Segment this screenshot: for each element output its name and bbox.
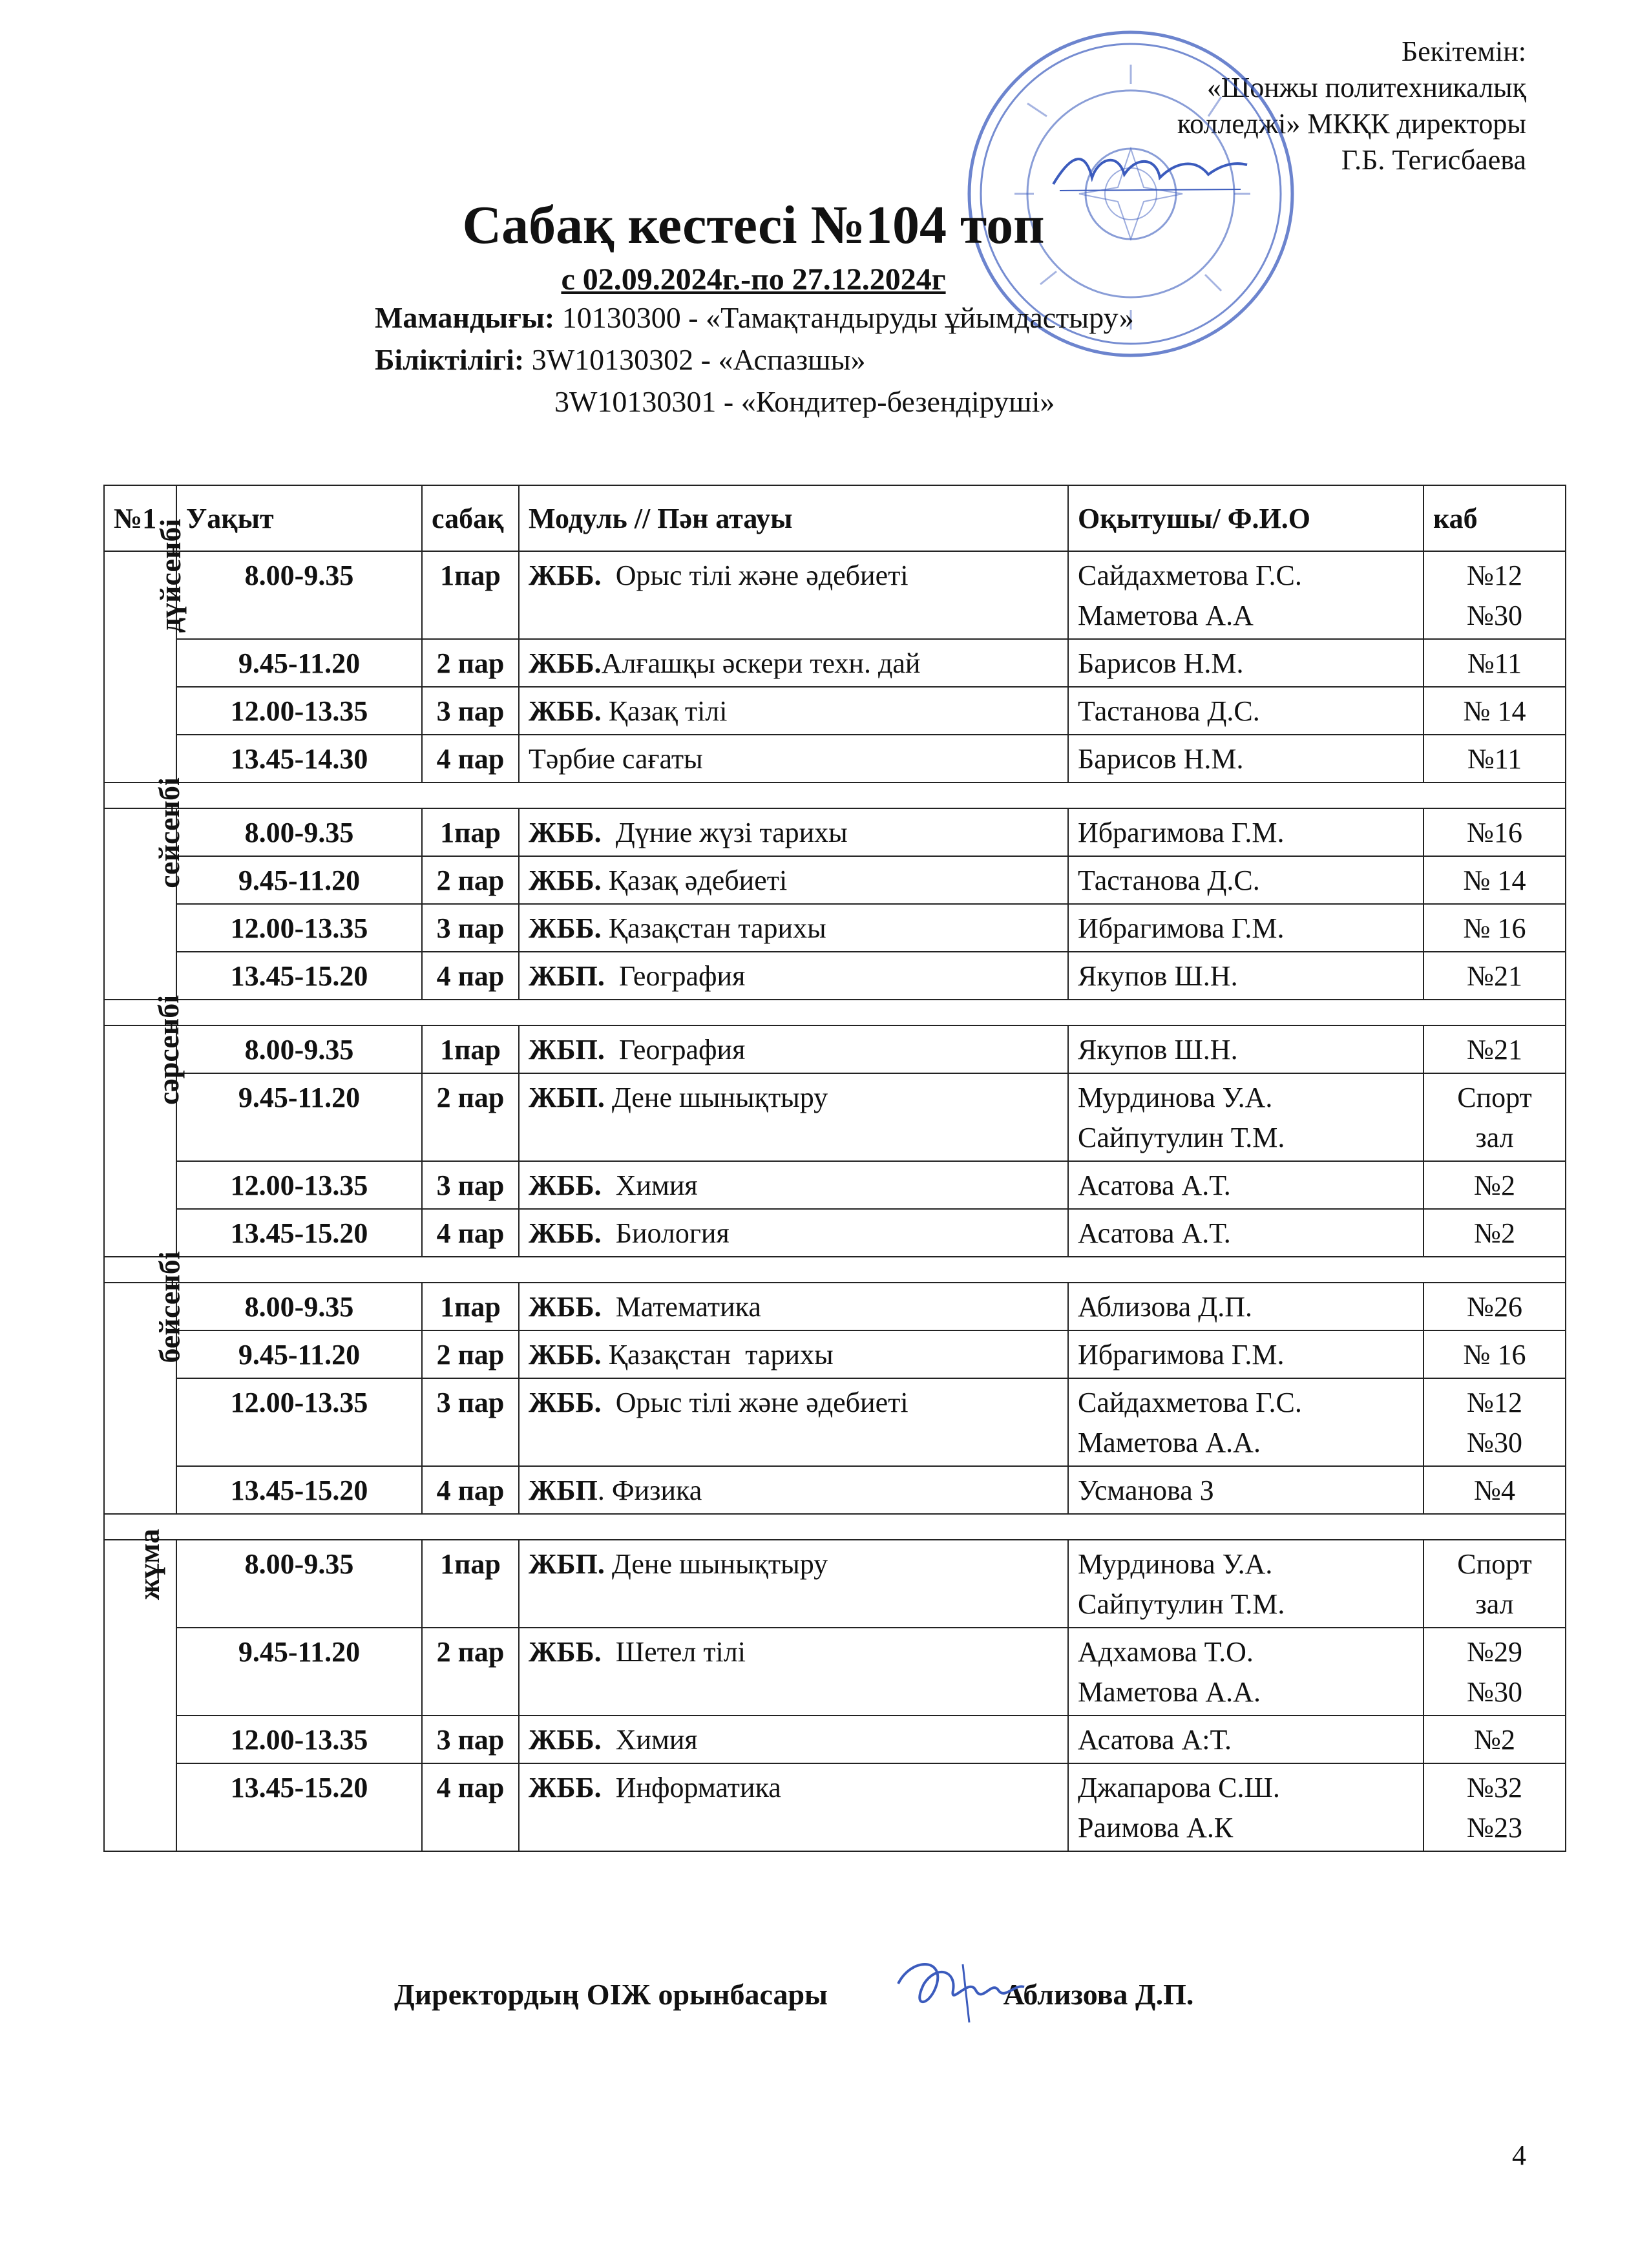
- lesson-time: 9.45-11.20: [238, 647, 361, 679]
- lesson-time: 13.45-15.20: [230, 1217, 368, 1249]
- time-cell: [176, 1161, 422, 1209]
- room-cell: [1423, 856, 1566, 904]
- day-name: бейсенбі: [152, 1251, 186, 1363]
- subject-name: Биология: [601, 1217, 730, 1249]
- lesson-time: 13.45-15.20: [230, 1475, 368, 1506]
- lesson-cell: [422, 1763, 519, 1851]
- subject-cell: [519, 1763, 1068, 1851]
- lesson-number: 2 пар: [436, 647, 505, 679]
- time-cell: [176, 952, 422, 1000]
- teacher-cell: [1068, 1540, 1423, 1628]
- separator-cell: [104, 782, 1566, 808]
- lesson-time: 9.45-11.20: [238, 1636, 361, 1668]
- room-number-2: №30: [1467, 1427, 1522, 1458]
- table-row: [104, 687, 1566, 735]
- teacher-name: Усманова З: [1078, 1475, 1214, 1506]
- teacher-name: Джапарова С.Ш.: [1078, 1772, 1280, 1803]
- day-cell: [104, 1251, 186, 1514]
- subject-prefix: ЖББ.: [529, 1291, 602, 1323]
- day-name: сәрсенбі: [152, 994, 185, 1106]
- lesson-number: 2 пар: [436, 1082, 505, 1113]
- qualification-value-2: 3W10130301 - «Кондитер-безендіруші»: [554, 385, 1055, 418]
- lesson-cell: [422, 1025, 519, 1073]
- subject-prefix: ЖБП: [529, 1475, 598, 1506]
- subject-prefix: ЖББ.: [529, 1170, 602, 1201]
- subject-name: Химия: [601, 1170, 698, 1201]
- table-row: [104, 1763, 1566, 1851]
- day-separator: [104, 1514, 1566, 1540]
- lesson-number: 3 пар: [436, 695, 505, 727]
- room-number: №16: [1467, 817, 1522, 848]
- specialty-value: 10130300 - «Тамақтандыруды ұйымдастыру»: [562, 301, 1134, 334]
- time-cell: [176, 735, 422, 782]
- subject-prefix: ЖББ.: [529, 695, 602, 727]
- table-row: [104, 735, 1566, 782]
- table-row: [104, 1540, 1566, 1628]
- teacher-name: Тастанова Д.С.: [1078, 865, 1260, 896]
- subject-cell: [519, 952, 1068, 1000]
- room-number: Спорт: [1457, 1548, 1532, 1580]
- approval-line-3: колледжі» МКҚК директоры: [1177, 108, 1526, 140]
- teacher-cell: [1068, 1283, 1423, 1330]
- room-cell: [1423, 1540, 1566, 1628]
- subject-cell: [519, 1330, 1068, 1378]
- room-number: №2: [1474, 1170, 1515, 1201]
- room-cell: [1423, 1073, 1566, 1161]
- teacher-name: Аблизова Д.П.: [1078, 1291, 1252, 1323]
- lesson-cell: [422, 1628, 519, 1716]
- subject-cell: [519, 1466, 1068, 1514]
- table-row: [104, 1209, 1566, 1257]
- time-cell: [176, 687, 422, 735]
- qualification-label: Біліктілігі:: [375, 343, 525, 376]
- approval-line-4: Г.Б. Тегисбаева: [1341, 144, 1526, 176]
- teacher-name-2: Сайпутулин Т.М.: [1078, 1122, 1285, 1153]
- teacher-name: Ибрагимова Г.М.: [1078, 912, 1285, 944]
- header-no: №1: [104, 485, 176, 551]
- subject-prefix: ЖББ.: [529, 1724, 602, 1756]
- table-row: [104, 952, 1566, 1000]
- room-cell: [1423, 1716, 1566, 1763]
- day-cell: [104, 1528, 176, 1851]
- lesson-number: 3 пар: [436, 912, 505, 944]
- subject-prefix: ЖББ.: [529, 817, 602, 848]
- lesson-number: 4 пар: [436, 1772, 505, 1803]
- deputy-signature: [885, 1945, 1040, 2029]
- day-name: дүйсенбі: [154, 518, 187, 633]
- room-cell: [1423, 808, 1566, 856]
- room-cell: [1423, 551, 1566, 639]
- lesson-cell: [422, 856, 519, 904]
- lesson-cell: [422, 1378, 519, 1466]
- table-row: [104, 1378, 1566, 1466]
- teacher-name: Барисов Н.М.: [1078, 743, 1244, 775]
- subject-name: Дене шынықтыру: [604, 1548, 828, 1580]
- subject-prefix: ЖББ.: [529, 1339, 602, 1370]
- subject-name: Химия: [601, 1724, 698, 1756]
- table-row: [104, 856, 1566, 904]
- lesson-number: 1пар: [440, 560, 501, 591]
- time-cell: [176, 1073, 422, 1161]
- teacher-name: Асатова А.Т.: [1078, 1217, 1231, 1249]
- table-row: [104, 1283, 1566, 1330]
- room-number-2: №30: [1467, 1676, 1522, 1708]
- director-signature: [1047, 139, 1254, 197]
- lesson-number: 3 пар: [436, 1387, 505, 1418]
- room-number: № 14: [1463, 695, 1526, 727]
- lesson-cell: [422, 1540, 519, 1628]
- table-row: [104, 1161, 1566, 1209]
- page-title: Сабақ кестесі №104 топ: [462, 195, 1045, 255]
- room-cell: [1423, 1283, 1566, 1330]
- subject-cell: [519, 551, 1068, 639]
- subject-cell: [519, 904, 1068, 952]
- lesson-cell: [422, 735, 519, 782]
- subject-cell: [519, 735, 1068, 782]
- teacher-name-2: Маметова А.А: [1078, 600, 1254, 631]
- room-cell: [1423, 1161, 1566, 1209]
- room-cell: [1423, 1330, 1566, 1378]
- header-module: Модуль // Пән атауы: [519, 485, 1068, 551]
- teacher-name-2: Раимова А.К: [1078, 1812, 1234, 1843]
- subject-name: Қазақстан тарихы: [601, 912, 826, 944]
- subject-cell: [519, 639, 1068, 687]
- room-number-2: зал: [1475, 1588, 1514, 1620]
- room-cell: [1423, 735, 1566, 782]
- subject-name: Орыс тілі және әдебиеті: [601, 560, 909, 591]
- subject-prefix: ЖББ.: [529, 1387, 602, 1418]
- day-cell: [104, 777, 185, 1000]
- lesson-number: 4 пар: [436, 960, 505, 992]
- subject-cell: [519, 1378, 1068, 1466]
- subject-prefix: ЖББ.: [529, 647, 602, 679]
- footer-name: Аблизова Д.П.: [1003, 1978, 1194, 2011]
- subject-name: География: [604, 1034, 746, 1066]
- separator-cell: [104, 1000, 1566, 1025]
- subject-cell: [519, 1025, 1068, 1073]
- subject-name: Дене шынықтыру: [604, 1082, 828, 1113]
- teacher-name: Якупов Ш.Н.: [1078, 960, 1238, 992]
- room-number: №2: [1474, 1724, 1515, 1756]
- header-lesson: сабақ: [422, 485, 519, 551]
- lesson-cell: [422, 904, 519, 952]
- lesson-cell: [422, 1716, 519, 1763]
- day-name: жұма: [132, 1528, 166, 1601]
- room-cell: [1423, 1466, 1566, 1514]
- room-number: №21: [1467, 1034, 1522, 1066]
- day-separator: [104, 782, 1566, 808]
- lesson-number: 3 пар: [436, 1724, 505, 1756]
- teacher-cell: [1068, 1716, 1423, 1763]
- time-cell: [176, 1763, 422, 1851]
- lesson-number: 1пар: [440, 817, 501, 848]
- lesson-number: 2 пар: [436, 1636, 505, 1668]
- lesson-number: 2 пар: [436, 1339, 505, 1370]
- teacher-name: Асатова А.Т.: [1078, 1170, 1231, 1201]
- subject-name: Тәрбие сағаты: [529, 743, 703, 775]
- room-number: №29: [1467, 1636, 1522, 1668]
- subject-name: Алғашқы әскери техн. дай: [601, 647, 921, 679]
- subject-prefix: ЖББ.: [529, 560, 602, 591]
- subject-cell: [519, 856, 1068, 904]
- separator-cell: [104, 1257, 1566, 1283]
- lesson-time: 13.45-15.20: [230, 960, 368, 992]
- lesson-cell: [422, 551, 519, 639]
- teacher-name: Мурдинова У.А.: [1078, 1082, 1273, 1113]
- lesson-cell: [422, 1073, 519, 1161]
- lesson-number: 1пар: [440, 1548, 501, 1580]
- teacher-cell: [1068, 1073, 1423, 1161]
- subject-name: Информатика: [601, 1772, 781, 1803]
- separator-cell: [104, 1514, 1566, 1540]
- subject-name: Шетел тілі: [601, 1636, 746, 1668]
- teacher-name: Якупов Ш.Н.: [1078, 1034, 1238, 1066]
- room-number: № 14: [1463, 865, 1526, 896]
- subject-name: Қазақ тілі: [601, 695, 728, 727]
- subject-prefix: ЖБП.: [529, 1082, 605, 1113]
- lesson-time: 12.00-13.35: [230, 1724, 368, 1756]
- subject-prefix: ЖББ.: [529, 865, 602, 896]
- room-cell: [1423, 1025, 1566, 1073]
- lesson-time: 9.45-11.20: [238, 1339, 361, 1370]
- room-number: №12: [1467, 1387, 1522, 1418]
- room-cell: [1423, 952, 1566, 1000]
- room-number: №11: [1467, 647, 1522, 679]
- specialty-label: Мамандығы:: [375, 301, 555, 334]
- room-number-2: зал: [1475, 1122, 1514, 1153]
- lesson-number: 2 пар: [436, 865, 505, 896]
- room-number: №4: [1474, 1475, 1515, 1506]
- lesson-cell: [422, 1161, 519, 1209]
- table-row: [104, 1025, 1566, 1073]
- lesson-number: 4 пар: [436, 1475, 505, 1506]
- subject-cell: [519, 808, 1068, 856]
- day-name: сейсенбі: [152, 777, 185, 888]
- subject-prefix: ЖБП.: [529, 1548, 605, 1580]
- lesson-time: 8.00-9.35: [244, 817, 354, 848]
- day-separator: [104, 1257, 1566, 1283]
- table-row: [104, 1330, 1566, 1378]
- time-cell: [176, 1466, 422, 1514]
- teacher-name: Сайдахметова Г.С.: [1078, 560, 1302, 591]
- subject-prefix: ЖБП.: [529, 960, 605, 992]
- room-cell: [1423, 687, 1566, 735]
- subject-cell: [519, 1540, 1068, 1628]
- subject-name: Орыс тілі және әдебиеті: [601, 1387, 909, 1418]
- subject-name: География: [604, 960, 746, 992]
- footer-signoff: [394, 1977, 1193, 2011]
- room-number: № 16: [1463, 912, 1526, 944]
- lesson-time: 13.45-14.30: [230, 743, 368, 775]
- lesson-time: 12.00-13.35: [230, 912, 368, 944]
- qualification-value-1: 3W10130302 - «Аспазшы»: [531, 343, 866, 376]
- room-number: Спорт: [1457, 1082, 1532, 1113]
- table-row: [104, 551, 1566, 639]
- header-time: Уақыт: [176, 485, 422, 551]
- subject-cell: [519, 1283, 1068, 1330]
- teacher-name: Ибрагимова Г.М.: [1078, 817, 1285, 848]
- table-row: [104, 639, 1566, 687]
- room-number-2: №30: [1467, 600, 1522, 631]
- subject-cell: [519, 1073, 1068, 1161]
- subject-cell: [519, 1161, 1068, 1209]
- lesson-cell: [422, 639, 519, 687]
- room-number: №11: [1467, 743, 1522, 775]
- lesson-time: 12.00-13.35: [230, 695, 368, 727]
- teacher-name: Тастанова Д.С.: [1078, 695, 1260, 727]
- lesson-number: 3 пар: [436, 1170, 505, 1201]
- header-teacher: Оқытушы/ Ф.И.О: [1068, 485, 1423, 551]
- teacher-cell: [1068, 904, 1423, 952]
- subject-cell: [519, 1628, 1068, 1716]
- footer-role: Директордың ОІЖ орынбасары: [394, 1978, 828, 2011]
- time-cell: [176, 1628, 422, 1716]
- lesson-time: 8.00-9.35: [244, 1291, 354, 1323]
- subject-cell: [519, 1716, 1068, 1763]
- room-number: №12: [1467, 560, 1522, 591]
- lesson-cell: [422, 687, 519, 735]
- teacher-cell: [1068, 808, 1423, 856]
- subject-prefix: ЖБП.: [529, 1034, 605, 1066]
- time-cell: [176, 1540, 422, 1628]
- teacher-cell: [1068, 1378, 1423, 1466]
- lesson-time: 8.00-9.35: [244, 1034, 354, 1066]
- teacher-name-2: Маметова А.А.: [1078, 1676, 1261, 1708]
- qualification-line-2: [554, 384, 1055, 419]
- teacher-cell: [1068, 1466, 1423, 1514]
- subject-prefix: ЖББ.: [529, 1772, 602, 1803]
- room-number: № 16: [1463, 1339, 1526, 1370]
- table-row: [104, 1466, 1566, 1514]
- teacher-name-2: Маметова А.А.: [1078, 1427, 1261, 1458]
- lesson-cell: [422, 1283, 519, 1330]
- subject-name: Дүние жүзі тарихы: [601, 817, 848, 848]
- room-cell: [1423, 1378, 1566, 1466]
- time-cell: [176, 856, 422, 904]
- teacher-cell: [1068, 551, 1423, 639]
- lesson-cell: [422, 1209, 519, 1257]
- day-separator: [104, 1000, 1566, 1025]
- approval-line-2: «Шонжы политехникалық: [1206, 72, 1526, 103]
- table-row: [104, 1073, 1566, 1161]
- teacher-name: Сайдахметова Г.С.: [1078, 1387, 1302, 1418]
- specialty-line: [375, 300, 1134, 335]
- room-cell: [1423, 639, 1566, 687]
- room-number: №2: [1474, 1217, 1515, 1249]
- subject-cell: [519, 687, 1068, 735]
- lesson-cell: [422, 1466, 519, 1514]
- time-cell: [176, 639, 422, 687]
- lesson-time: 12.00-13.35: [230, 1387, 368, 1418]
- lesson-number: 1пар: [440, 1291, 501, 1323]
- room-number: №21: [1467, 960, 1522, 992]
- teacher-cell: [1068, 687, 1423, 735]
- time-cell: [176, 1716, 422, 1763]
- subject-prefix: ЖББ.: [529, 1217, 602, 1249]
- day-cell: [104, 994, 185, 1257]
- subject-name: Қазақстан тарихы: [601, 1339, 834, 1370]
- table-header-row: [104, 485, 1566, 551]
- lesson-time: 8.00-9.35: [244, 560, 354, 591]
- teacher-cell: [1068, 1025, 1423, 1073]
- schedule-dates: с 02.09.2024г.-по 27.12.2024г: [561, 262, 946, 297]
- lesson-time: 8.00-9.35: [244, 1548, 354, 1580]
- subject-name: . Физика: [597, 1475, 702, 1506]
- room-cell: [1423, 1628, 1566, 1716]
- teacher-name: Мурдинова У.А.: [1078, 1548, 1273, 1580]
- lesson-time: 9.45-11.20: [238, 1082, 361, 1113]
- header-room: каб: [1423, 485, 1566, 551]
- lesson-number: 1пар: [440, 1034, 501, 1066]
- lesson-time: 9.45-11.20: [238, 865, 361, 896]
- room-cell: [1423, 1763, 1566, 1851]
- teacher-name: Барисов Н.М.: [1078, 647, 1244, 679]
- teacher-cell: [1068, 952, 1423, 1000]
- lesson-number: 4 пар: [436, 743, 505, 775]
- time-cell: [176, 904, 422, 952]
- subject-cell: [519, 1209, 1068, 1257]
- teacher-cell: [1068, 1628, 1423, 1716]
- lesson-cell: [422, 808, 519, 856]
- teacher-cell: [1068, 1330, 1423, 1378]
- time-cell: [176, 1330, 422, 1378]
- lesson-time: 13.45-15.20: [230, 1772, 368, 1803]
- subject-name: Математика: [601, 1291, 761, 1323]
- teacher-name-2: Сайпутулин Т.М.: [1078, 1588, 1285, 1620]
- teacher-cell: [1068, 639, 1423, 687]
- teacher-name: Ибрагимова Г.М.: [1078, 1339, 1285, 1370]
- time-cell: [176, 1283, 422, 1330]
- room-cell: [1423, 904, 1566, 952]
- room-number-2: №23: [1467, 1812, 1522, 1843]
- subject-name: Қазақ әдебиеті: [601, 865, 788, 896]
- teacher-name: Асатова А:Т.: [1078, 1724, 1232, 1756]
- room-number: №26: [1467, 1291, 1522, 1323]
- table-row: [104, 808, 1566, 856]
- page-number: 4: [1512, 2139, 1526, 2171]
- subject-prefix: ЖББ.: [529, 1636, 602, 1668]
- teacher-name: Адхамова Т.О.: [1078, 1636, 1254, 1668]
- time-cell: [176, 1025, 422, 1073]
- teacher-cell: [1068, 1161, 1423, 1209]
- subject-prefix: ЖББ.: [529, 912, 602, 944]
- time-cell: [176, 1209, 422, 1257]
- teacher-cell: [1068, 735, 1423, 782]
- table-row: [104, 1628, 1566, 1716]
- table-row: [104, 1716, 1566, 1763]
- room-cell: [1423, 1209, 1566, 1257]
- qualification-line: [375, 342, 866, 377]
- schedule-table: [103, 485, 1566, 1852]
- lesson-cell: [422, 952, 519, 1000]
- teacher-cell: [1068, 1209, 1423, 1257]
- lesson-number: 4 пар: [436, 1217, 505, 1249]
- approval-line-1: Бекітемін:: [1402, 36, 1526, 67]
- lesson-cell: [422, 1330, 519, 1378]
- teacher-cell: [1068, 1763, 1423, 1851]
- room-number: №32: [1467, 1772, 1522, 1803]
- time-cell: [176, 551, 422, 639]
- time-cell: [176, 1378, 422, 1466]
- time-cell: [176, 808, 422, 856]
- table-row: [104, 904, 1566, 952]
- teacher-cell: [1068, 856, 1423, 904]
- lesson-time: 12.00-13.35: [230, 1170, 368, 1201]
